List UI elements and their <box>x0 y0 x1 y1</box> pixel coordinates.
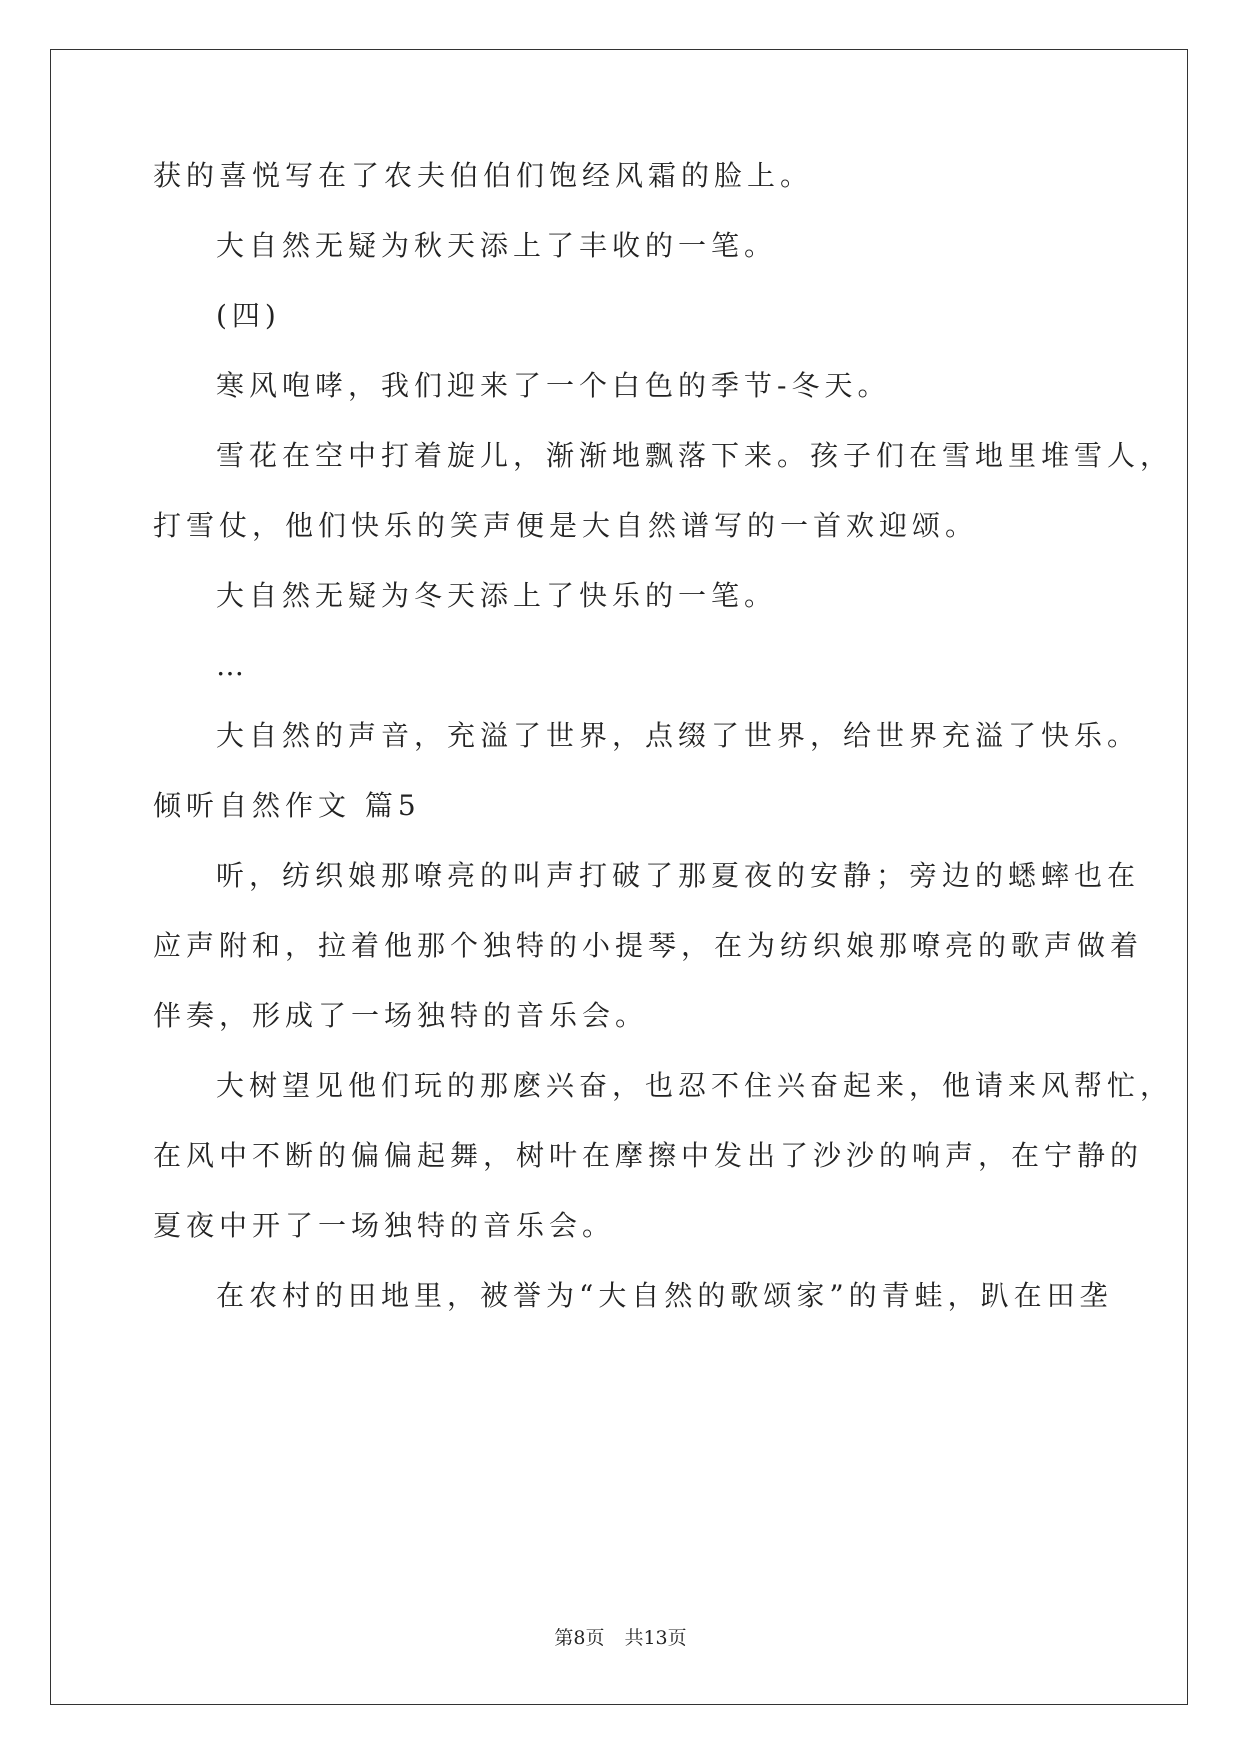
paragraph-line: 大自然的声音，充溢了世界，点缀了世界，给世界充溢了快乐。 <box>216 719 1141 752</box>
paragraph-line: 应声附和，拉着他那个独特的小提琴，在为纺织娘那嘹亮的歌声做着 <box>153 929 1144 962</box>
paragraph-line: 大树望见他们玩的那麽兴奋，也忍不住兴奋起来，他请来风帮忙， <box>216 1069 1174 1102</box>
paragraph-line: 获的喜悦写在了农夫伯伯们饱经风霜的脸上。 <box>153 159 814 192</box>
paragraph-line: 在风中不断的偏偏起舞，树叶在摩擦中发出了沙沙的响声，在宁静的 <box>153 1139 1144 1172</box>
paragraph-line: 夏夜中开了一场独特的音乐会。 <box>153 1209 616 1242</box>
paragraph-line: 听，纺织娘那嘹亮的叫声打破了那夏夜的安静；旁边的蟋蟀也在 <box>216 859 1141 892</box>
page-total: 共13页 <box>624 1627 687 1649</box>
page-number: 第8页 <box>554 1627 605 1649</box>
ellipsis-line: … <box>216 649 249 682</box>
paragraph-line: 寒风咆哮，我们迎来了一个白色的季节-冬天。 <box>216 369 891 402</box>
paragraph-line: 在农村的田地里，被誉为“大自然的歌颂家”的青蛙，趴在田垄 <box>216 1279 1113 1312</box>
page-footer <box>0 1626 1241 1650</box>
paragraph-line: 打雪仗，他们快乐的笑声便是大自然谱写的一首欢迎颂。 <box>153 509 979 542</box>
article-title: 倾听自然作文 篇5 <box>153 789 421 822</box>
paragraph-line: 伴奏，形成了一场独特的音乐会。 <box>153 999 649 1032</box>
paragraph-line: 大自然无疑为秋天添上了丰收的一笔。 <box>216 229 778 262</box>
section-marker: (四) <box>216 299 281 332</box>
paragraph-line: 雪花在空中打着旋儿，渐渐地飘落下来。孩子们在雪地里堆雪人， <box>216 439 1174 472</box>
paragraph-line: 大自然无疑为冬天添上了快乐的一笔。 <box>216 579 778 612</box>
